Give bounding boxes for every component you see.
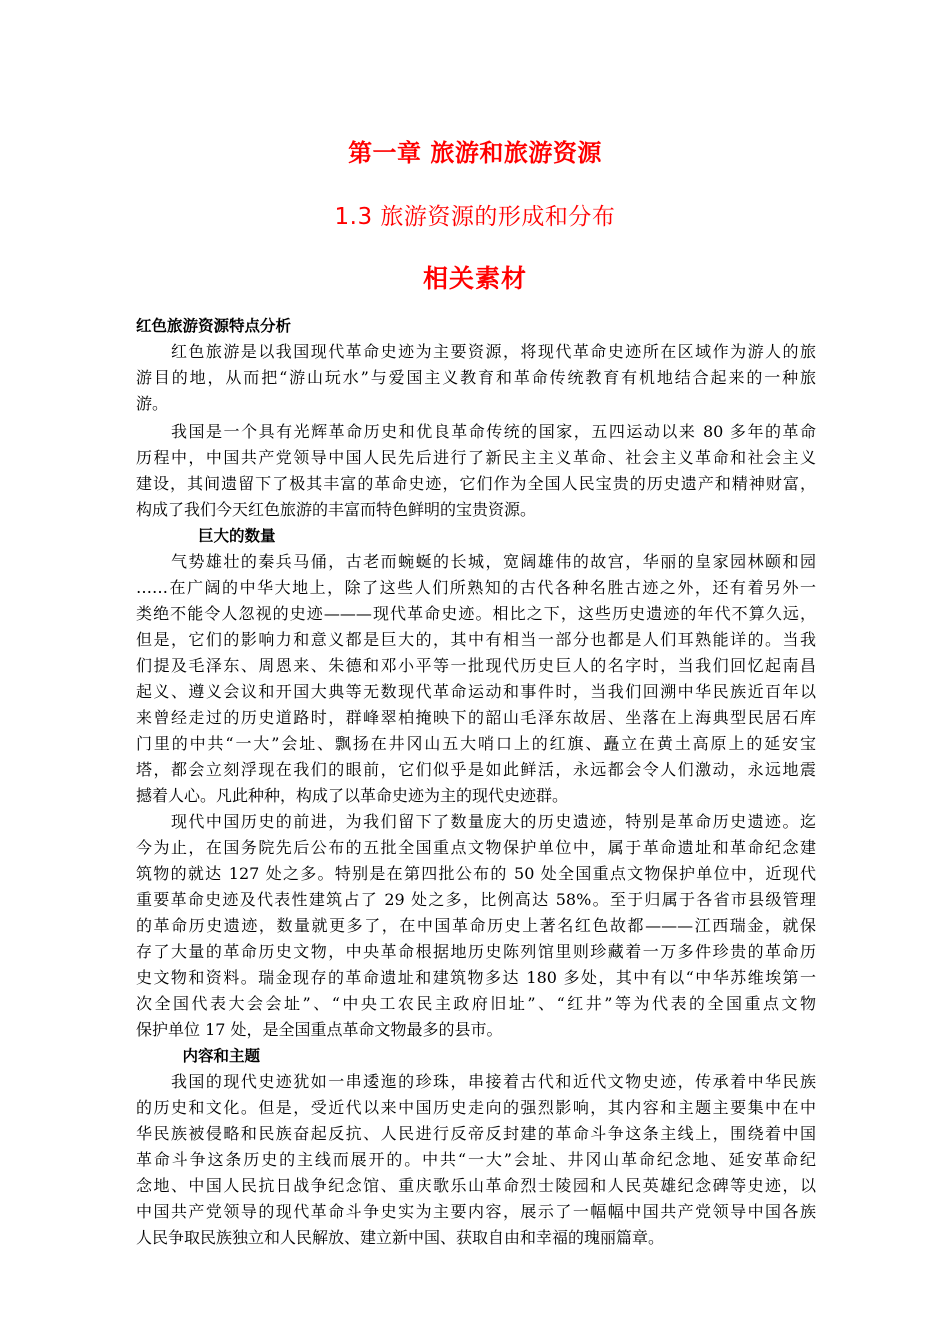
body-line: 撼着人心。凡此种种，构成了以革命史迹为主的现代史迹群。 xyxy=(136,786,569,805)
body-line: 游。 xyxy=(136,394,169,413)
body-line: 来曾经走过的历史道路时，群峰翠柏掩映下的韶山毛泽东故居、坐落在上海典型民居石库 xyxy=(136,708,816,727)
body-line: 革命斗争这条历史的主线而展开的。中共“一大”会址、井冈山革命纪念地、延安革命纪 xyxy=(136,1150,816,1169)
body-line: 的革命历史遗迹，数量就更多了，在中国革命历史上著名红色故都———江西瑞金，就保 xyxy=(136,916,816,935)
subheading-quantity: 巨大的数量 xyxy=(136,527,276,545)
body-line: 类绝不能令人忽视的史迹———现代革命史迹。相比之下，这些历史遗迹的年代不算久远， xyxy=(136,604,816,623)
body-line: 红色旅游是以我国现代革命史迹为主要资源，将现代革命史迹所在区域作为游人的旅 xyxy=(136,342,816,361)
body-line: 们提及毛泽东、周恩来、朱德和邓小平等一批现代历史巨人的名字时，当我们回忆起南昌 xyxy=(136,656,816,675)
body-line: 建设，其间遗留下了极其丰富的革命史迹，它们作为全国人民宝贵的历史遗产和精神财富， xyxy=(136,474,816,493)
body-line: 中国共产党领导的现代革命斗争史实为主要内容，展示了一幅幅中国共产党领导中国各族 xyxy=(136,1202,816,1221)
body-line: 念地、中国人民抗日战争纪念馆、重庆歌乐山革命烈士陵园和人民英雄纪念碑等史迹，以 xyxy=(136,1176,816,1195)
chapter-title: 第一章 旅游和旅游资源 xyxy=(348,139,602,167)
body-line: 筑物的就达 127 处之多。特别是在第四批公布的 50 处全国重点文物保护单位中，近现代 xyxy=(136,864,816,883)
subheading-content-theme: 内容和主题 xyxy=(136,1047,261,1065)
material-title: 相关素材 xyxy=(422,264,527,293)
body-line: 历程中，中国共产党领导中国人民先后进行了新民主主义革命、社会主义革命和社会主义 xyxy=(136,448,816,467)
body-line: 游目的地，从而把“游山玩水”与爱国主义教育和革命传统教育有机地结合起来的一种旅 xyxy=(136,368,816,387)
body-line: 门里的中共“一大”会址、飘扬在井冈山五大哨口上的红旗、矗立在黄土高原上的延安宝 xyxy=(136,734,816,753)
body-line: 我国是一个具有光辉革命历史和优良革命传统的国家，五四运动以来 80 多年的革命 xyxy=(136,422,816,441)
body-line: 起义、遵义会议和开国大典等无数现代革命运动和事件时，当我们回溯中华民族近百年以 xyxy=(136,682,816,701)
body-line: 今为止，在国务院先后公布的五批全国重点文物保护单位中，属于革命遗址和革命纪念建 xyxy=(136,838,816,857)
body-line: 存了大量的革命历史文物，中央革命根据地历史陈列馆里则珍藏着一万多件珍贵的革命历 xyxy=(136,942,816,961)
body-line: 但是，它们的影响力和意义都是巨大的，其中有相当一部分也都是人们耳熟能详的。当我 xyxy=(136,630,816,649)
body-line: 现代中国历史的前进，为我们留下了数量庞大的历史遗迹，特别是革命历史遗迹。迄 xyxy=(136,812,816,831)
body-line: ……在广阔的中华大地上，除了这些人们所熟知的古代各种名胜古迹之外，还有着另外一 xyxy=(136,578,816,597)
body-line: 构成了我们今天红色旅游的丰富而特色鲜明的宝贵资源。 xyxy=(136,500,537,519)
subheading-red-tourism: 红色旅游资源特点分析 xyxy=(136,317,292,335)
body-line: 气势雄壮的秦兵马俑，古老而蜿蜒的长城，宽阔雄伟的故宫，华丽的皇家园林颐和园 xyxy=(136,552,816,571)
body-line: 我国的现代史迹犹如一串逶迤的珍珠，串接着古代和近代文物史迹，传承着中华民族 xyxy=(136,1072,816,1091)
body-line: 保护单位 17 处，是全国重点革命文物最多的县市。 xyxy=(136,1020,503,1039)
body-line: 次全国代表大会会址”、“中央工农民主政府旧址”、“红井”等为代表的全国重点文物 xyxy=(136,994,816,1013)
body-line: 的历史和文化。但是，受近代以来中国历史走向的强烈影响，其内容和主题主要集中在中 xyxy=(136,1098,816,1117)
body-line: 塔，都会立刻浮现在我们的眼前，它们似乎是如此鲜活，永远都会令人们激动，永远地震 xyxy=(136,760,816,779)
body-line: 人民争取民族独立和人民解放、建立新中国、获取自由和幸福的瑰丽篇章。 xyxy=(136,1228,665,1247)
body-line: 史文物和资料。瑞金现存的革命遗址和建筑物多达 180 多处，其中有以“中华苏维埃第一 xyxy=(136,968,816,987)
section-title: 1.3 旅游资源的形成和分布 xyxy=(334,204,616,230)
body-line: 重要革命史迹及代表性建筑占了 29 处之多，比例高达 58%。至于归属于各省市县级管理 xyxy=(136,890,816,909)
body-line: 华民族被侵略和民族奋起反抗、人民进行反帝反封建的革命斗争这条主线上，围绕着中国 xyxy=(136,1124,816,1143)
